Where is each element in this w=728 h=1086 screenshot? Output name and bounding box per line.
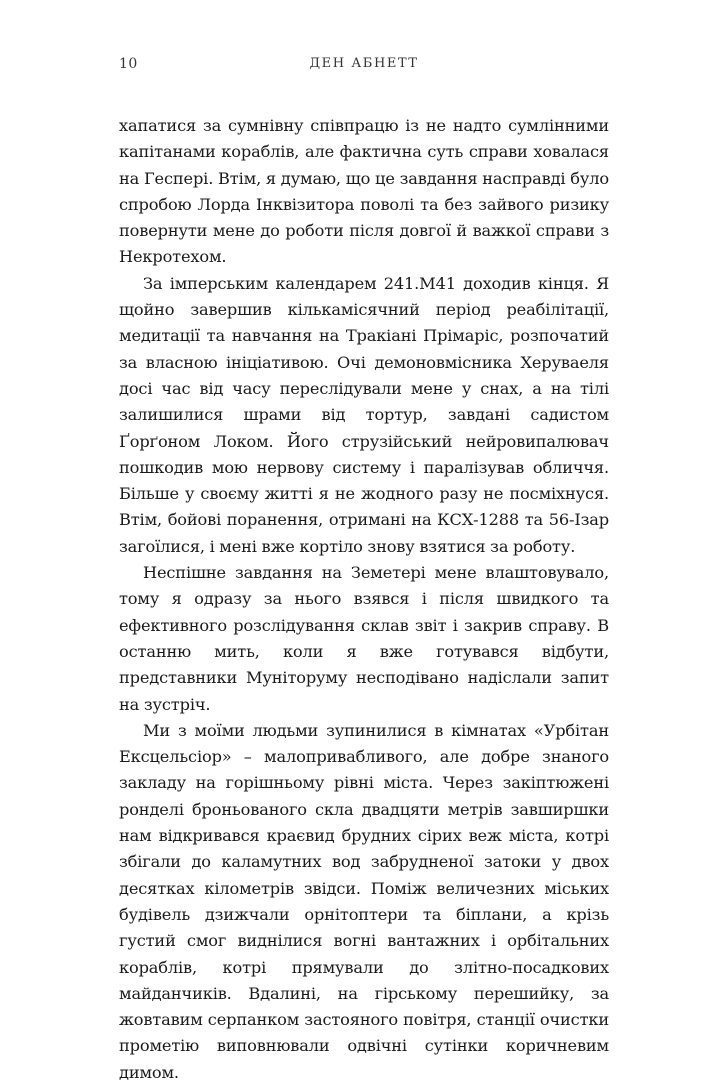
running-head	[119, 56, 609, 76]
body-text	[119, 113, 609, 1086]
page-number: 10	[119, 56, 138, 72]
paragraph: Неспішне завдання на Земетері мене влаштовувало, тому я одразу за нього взявся і після швидкого та ефективного розслідування склав звіт і закрив справу. В останню мить, коли я вже готувався відбути, представники Муніторуму несподівано надіслали запит на зустріч.	[119, 563, 609, 714]
paragraph: Ми з моїми людьми зупинилися в кімнатах «Урбітан Ексцельсіор» – малопривабливого, але добре знаного закладу на горішньому рівні міста. Через закіптюжені ронделі броньованого скла двадцяти метрів завширшки нам відкривався краєвид брудних сірих веж міста, котрі збігали до каламутних вод забрудненої затоки у двох десятках кілометрів звідси. Поміж величезних міських будівель дзижчали орнітоптери та біплани, а крізь густий смог виднілися вогні вантажних і орбітальних кораблів, котрі прямували до злітно-посадкових майданчиків. Вдалині, на гірському перешийку, за жовтавим серпанком застояного повітря, станції очистки прометію виповнювали одвічні сутінки коричневим димом.	[119, 720, 609, 1082]
running-head-author: ДЕН АБНЕТТ	[309, 56, 419, 71]
paragraph: хапатися за сумнівну співпрацю із не надто сумлінними капітанами кораблів, але фактична суть справи ховалася на Геспері. Втім, я думаю, що це завдання насправді було спробою Лорда Інквізитора поволі та без зайвого ризику повернути мене до роботи після довгої й важкої справи з Некротехом.	[119, 116, 609, 267]
paragraph: За імперським календарем 241.M41 доходив кінця. Я щойно завершив кількамісячний період реабілітації, медитації та навчання на Тракіані Прімаріс, розпочатий за власною ініціативою. Очі демоновмісника Херуваеля досі час від часу переслідували мене у снах, а на тілі залишилися шрами від тортур, завдані садистом Ґорґоном Локом. Його струзійський нейровипалювач пошкодив мою нервову систему і паралізував обличчя. Більше у своєму житті я не жодного разу не посміхнуся. Втім, бойові поранення, отримані на КСХ-1288 та 56-Ізар загоїлися, і мені вже кортіло знову взятися за роботу.	[119, 273, 609, 556]
